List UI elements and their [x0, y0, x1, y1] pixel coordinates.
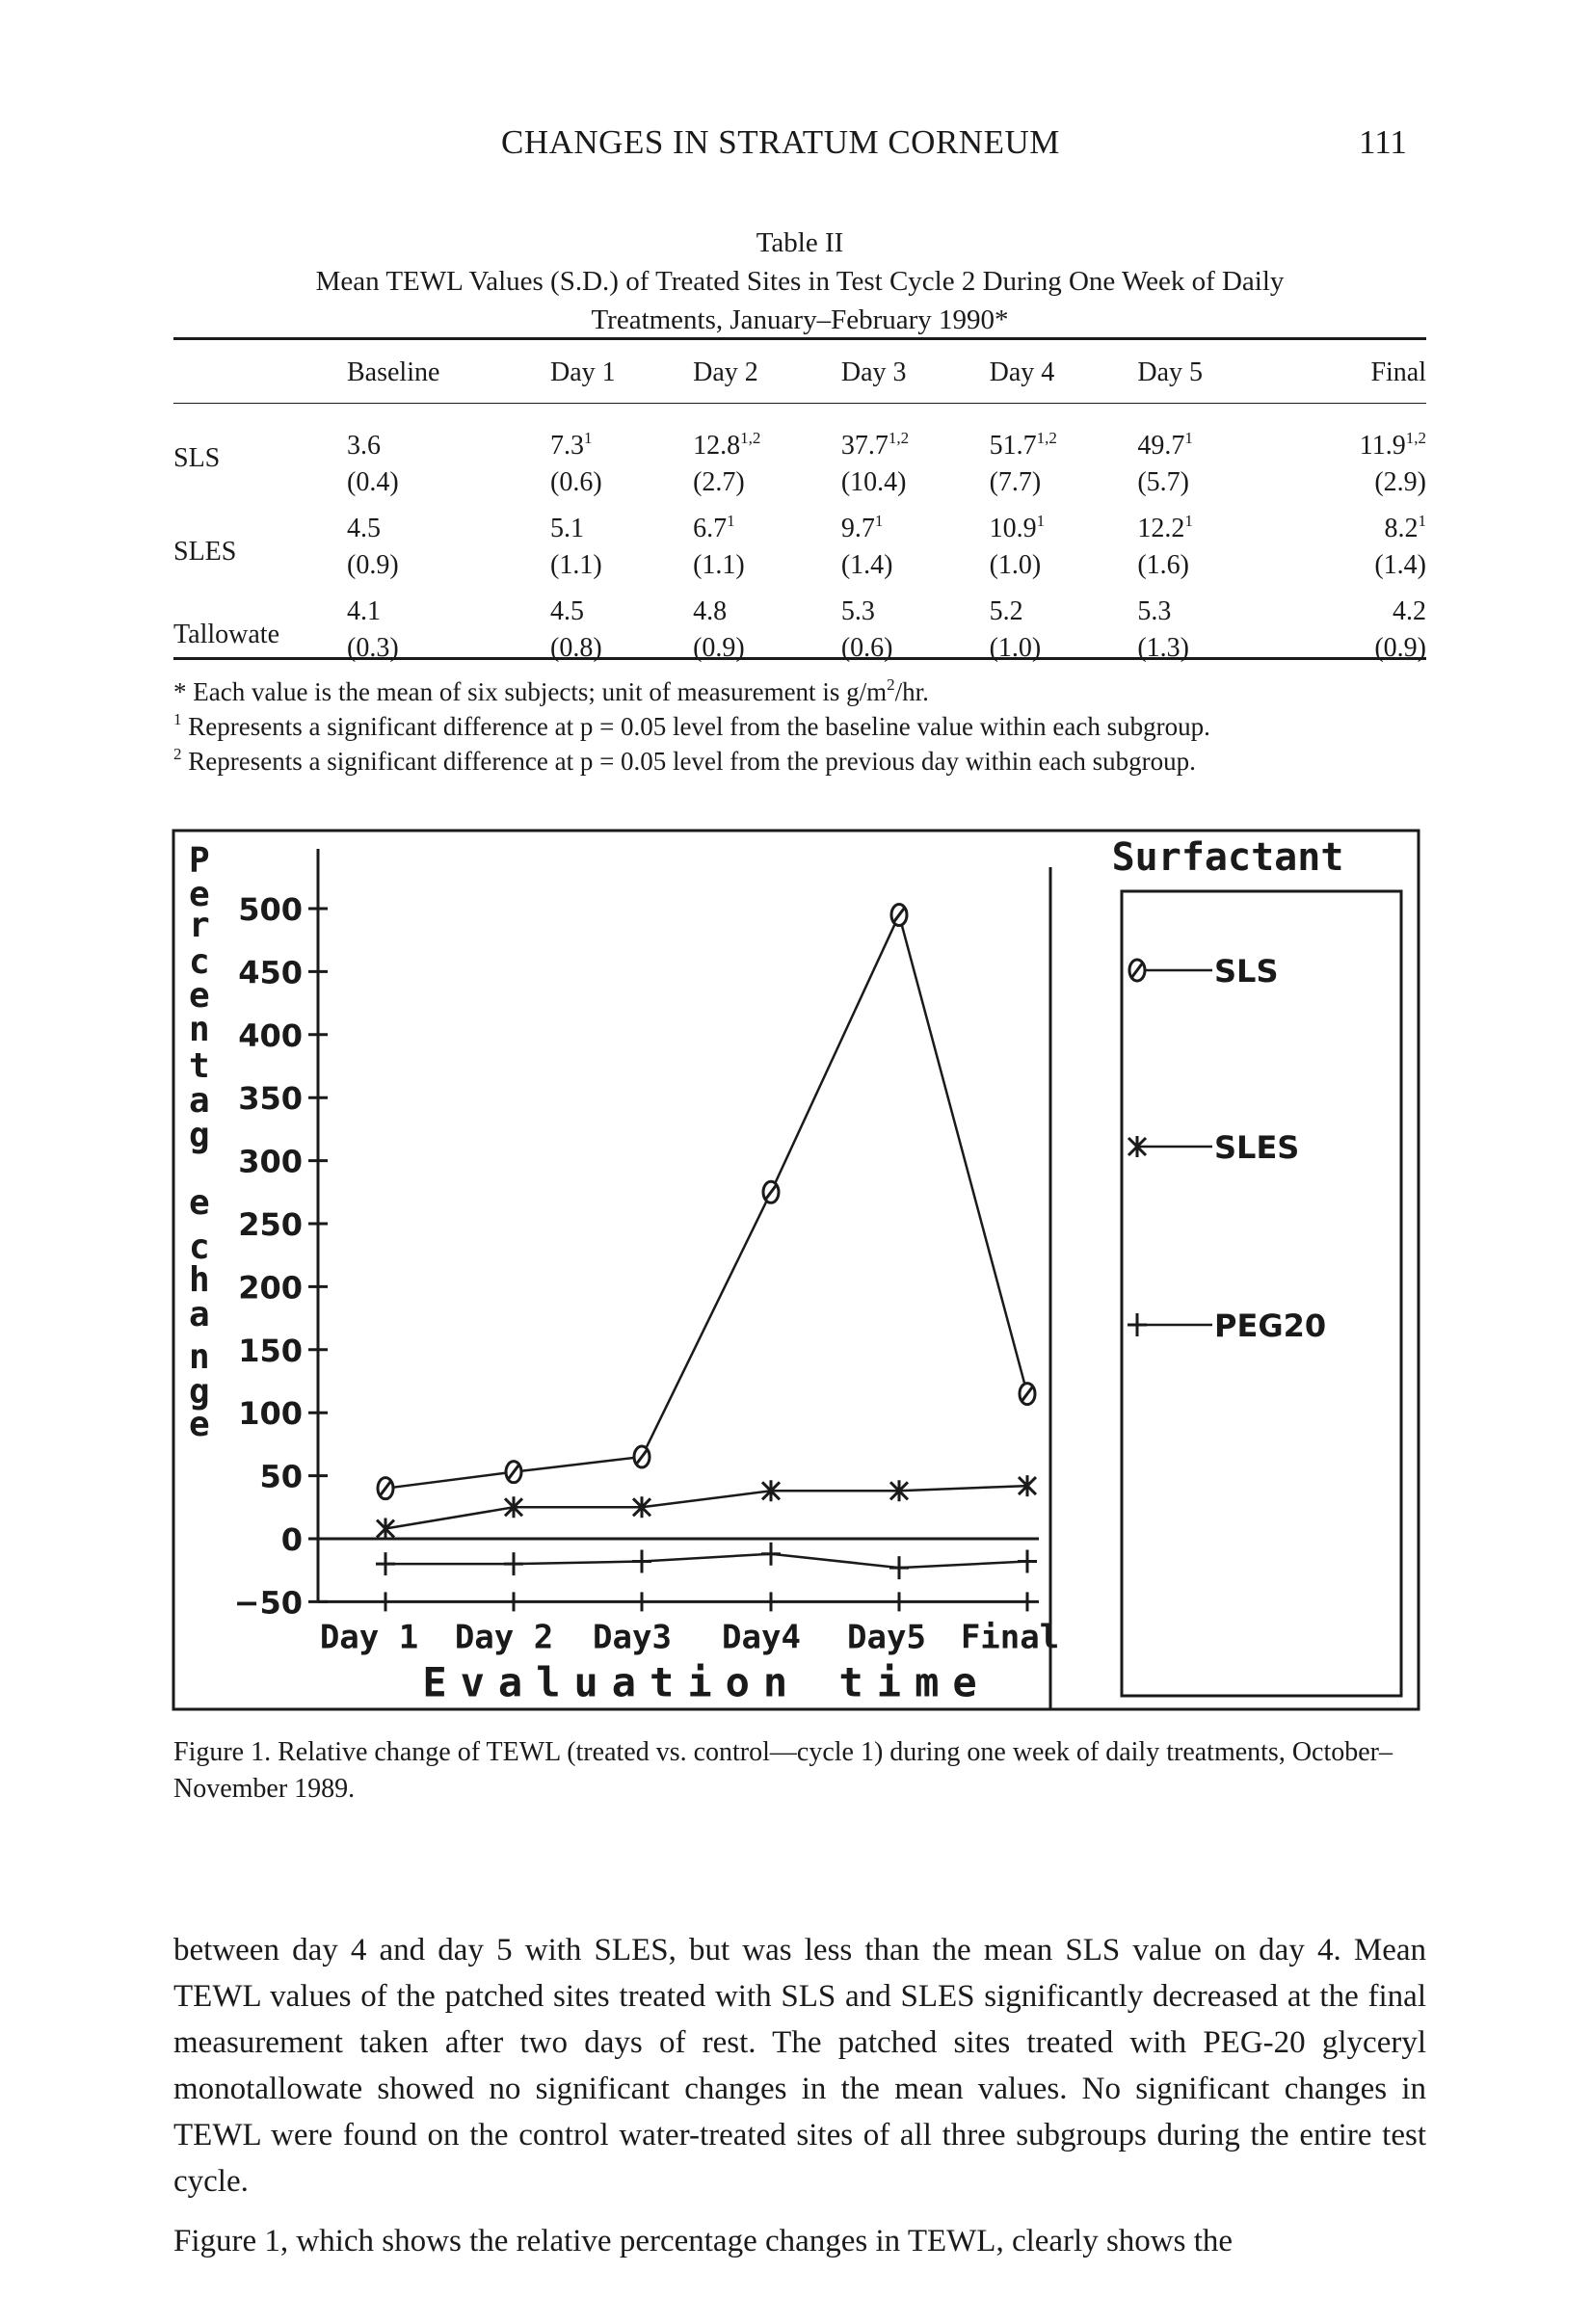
table-row [173, 407, 1426, 511]
cell-mean [347, 511, 550, 547]
peg20-series-line [385, 1554, 1027, 1568]
table-cell [550, 407, 693, 511]
cell-mean [990, 594, 1138, 630]
mean-value: 37.7 [840, 431, 889, 461]
cell-mean [693, 511, 841, 547]
running-head [0, 123, 1592, 181]
x-axis [318, 1539, 1059, 1656]
cell-mean [693, 428, 841, 464]
mean-value: 12.8 [693, 431, 741, 461]
table-row [173, 511, 1426, 594]
y-tick-label: 50 [259, 1458, 303, 1495]
figure-chart [172, 829, 1422, 1725]
y-label-letter: g [189, 1372, 210, 1412]
cell-sd: (0.9) [1374, 633, 1426, 663]
x-tick-label: Day3 [593, 1618, 672, 1657]
cell-sd: (2.7) [693, 467, 745, 497]
y-tick-label: 500 [238, 891, 303, 928]
cell-sd: (0.9) [347, 550, 399, 580]
legend-label: SLES [1214, 1129, 1300, 1166]
table-note-3: $^2$ Represents a significant difference at p = 0.05 level from the previous day within each subgroup. [173, 745, 1196, 776]
x-tick-label: Day 1 [319, 1618, 419, 1657]
table-cell [347, 594, 550, 676]
paragraph: between day 4 and day 5 with SLES, but was less than the mean SLS value on day 4. Mean TEWL values of the patched sites treated with SLS and SLES significantly decreased at the final measurement taken after two days of rest. The patched sites treated with PEG-20 glyceryl monotallowate showed no significant changes in the mean values. No significant changes in TEWL were found on the control water-treated sites of all three subgroups during the entire test cycle. [173, 1933, 1426, 2199]
peg20-point [761, 1543, 781, 1566]
y-label-letter: a [189, 1081, 210, 1121]
column-header: Day 3 [840, 357, 907, 387]
y-label-letter: n [189, 1337, 210, 1377]
y-label-letter: a [189, 1295, 210, 1334]
page-number: 111 [1359, 123, 1407, 161]
table-label: Table II [756, 227, 844, 258]
mean-value: 5.3 [840, 596, 875, 626]
table-cell [990, 511, 1138, 594]
paragraph: Figure 1, which shows the relative percentage changes in TEWL, clearly shows the [173, 2224, 1234, 2258]
table-corner [173, 339, 347, 407]
cell-mean [1280, 511, 1426, 547]
y-label-letter: e [189, 875, 210, 914]
significance-mark: 1,2 [1036, 428, 1057, 447]
legend-title: Surfactant [1111, 835, 1344, 880]
mean-value: 4.5 [347, 514, 381, 543]
table-cell [841, 594, 990, 676]
x-tick-label: Day4 [722, 1618, 801, 1657]
mean-value: 6.7 [693, 514, 728, 543]
table-cell [347, 407, 550, 511]
cell-mean [693, 594, 841, 630]
x-axis-label: Evaluation time [422, 1658, 991, 1706]
mean-value: 4.1 [347, 596, 381, 626]
cell-sd: (0.6) [550, 467, 602, 497]
significance-mark: 1 [1184, 511, 1193, 530]
cell-mean [841, 428, 990, 464]
mean-value: 51.7 [989, 431, 1037, 461]
cell-mean [1137, 428, 1280, 464]
peg20-point [376, 1552, 395, 1575]
cell-sd: (2.9) [1374, 467, 1426, 497]
table-row [173, 594, 1426, 676]
cell-sd: (1.6) [1137, 550, 1190, 580]
y-tick-label: 150 [238, 1332, 303, 1369]
cell-sd: (0.8) [550, 633, 602, 663]
y-tick-label: 250 [238, 1206, 303, 1243]
column-header: Day 1 [550, 357, 616, 387]
y-tick-label: −50 [233, 1584, 303, 1622]
figure-caption-label: Figure 1. [173, 1737, 272, 1767]
y-label-letter: n [189, 1010, 210, 1049]
significance-mark: 1,2 [740, 428, 761, 447]
y-label-letter: c [189, 942, 210, 982]
cell-mean [841, 511, 990, 547]
mean-value: 12.2 [1137, 514, 1185, 543]
mean-value: 11.9 [1359, 431, 1406, 461]
y-axis [234, 849, 328, 1621]
table-header-row [173, 339, 1426, 407]
mean-value: 10.9 [989, 514, 1037, 543]
peg20-point [889, 1556, 909, 1579]
mean-value: 4.5 [550, 596, 585, 626]
cell-sd: (1.0) [989, 633, 1042, 663]
figure-caption [173, 1734, 1426, 1808]
cell-mean [1280, 594, 1426, 630]
column-header: Baseline [347, 357, 440, 387]
peg20-point [632, 1550, 651, 1573]
table-cell [1280, 511, 1426, 594]
cell-sd: (1.4) [1374, 550, 1426, 580]
mean-value: 49.7 [1137, 431, 1185, 461]
significance-mark: 1 [1036, 511, 1046, 530]
table-cell [841, 407, 990, 511]
y-tick-label: 450 [238, 954, 303, 991]
significance-mark: 1,2 [1405, 428, 1426, 447]
cell-sd: (0.6) [840, 633, 893, 663]
cell-mean [550, 428, 693, 464]
y-label-letter: g [189, 1116, 210, 1155]
cell-sd: (1.1) [550, 550, 602, 580]
y-label-letter: c [189, 1228, 210, 1267]
y-label-letter: e [189, 1405, 210, 1444]
legend-label: PEG20 [1214, 1307, 1327, 1344]
plot-area [376, 905, 1037, 1580]
table-cell [1280, 594, 1426, 676]
y-label-letter: P [189, 841, 210, 881]
mean-value: 9.7 [840, 514, 875, 543]
x-tick-label: Day5 [847, 1618, 926, 1657]
significance-mark: 1 [1184, 428, 1193, 447]
cell-mean [1280, 428, 1426, 464]
cell-sd: (0.4) [347, 467, 399, 497]
y-label-letter: r [189, 906, 210, 945]
table-notes [173, 674, 1426, 779]
x-tick-label: Day 2 [454, 1618, 554, 1657]
table-cell [550, 594, 693, 676]
cell-mean [1137, 594, 1280, 630]
y-label-letter: e [189, 1183, 210, 1223]
cell-sd: (1.1) [693, 550, 745, 580]
table-cell [1137, 511, 1280, 594]
sles-series-line [385, 1486, 1027, 1528]
cell-mean [990, 511, 1138, 547]
table-cell [990, 594, 1138, 676]
mean-value: 4.2 [1393, 596, 1426, 626]
table-cell [1137, 594, 1280, 676]
x-tick-label: Final [960, 1618, 1060, 1657]
y-axis-label [189, 841, 210, 1444]
y-tick-label: 300 [238, 1143, 303, 1180]
cell-sd: (1.4) [840, 550, 893, 580]
significance-mark: 1 [727, 511, 735, 530]
significance-mark: 1 [874, 511, 884, 530]
peg20-point [1128, 1313, 1147, 1336]
peg20-point [504, 1552, 523, 1575]
running-title: CHANGES IN STRATUM CORNEUM [501, 123, 1060, 161]
mean-value: 5.1 [550, 514, 585, 543]
significance-mark: 1 [1418, 511, 1426, 530]
y-tick-label: 350 [238, 1080, 303, 1118]
significance-mark: 1 [584, 428, 593, 447]
table-note-2: $^1$ Represents a significant difference at p = 0.05 level from the baseline value within each subgroup. [173, 710, 1210, 741]
mean-value: 8.2 [1384, 514, 1419, 543]
y-label-letter: e [189, 976, 210, 1016]
table-cell [1137, 407, 1280, 511]
table-note-1: * Each value is the mean of six subjects; unit of measurement is $g/m^2/hr$. [173, 675, 929, 706]
significance-mark: 1,2 [888, 428, 910, 447]
peg20-point [1018, 1550, 1037, 1573]
tewl-table [173, 339, 1426, 676]
cell-sd: (0.9) [693, 633, 745, 663]
row-label: SLES [173, 537, 237, 567]
cell-sd: (1.3) [1137, 633, 1190, 663]
table-cell [990, 407, 1138, 511]
cell-mean [841, 594, 990, 630]
table-cell [550, 511, 693, 594]
row-label: Tallowate [173, 620, 279, 649]
y-label-letter: h [189, 1260, 210, 1300]
y-tick-label: 0 [280, 1521, 303, 1558]
table-cell [693, 511, 841, 594]
cell-sd: (5.7) [1137, 467, 1190, 497]
cell-mean [347, 594, 550, 630]
table-caption-line: Treatments, January–February 1990* [591, 304, 1009, 335]
cell-mean [550, 594, 693, 630]
cell-sd: (0.3) [347, 633, 399, 663]
y-tick-label: 400 [238, 1017, 303, 1054]
y-label-letter: t [189, 1046, 210, 1086]
cell-sd: (7.7) [989, 467, 1042, 497]
figure-caption-text: Relative change of TEWL (treated vs. control—cycle 1) during one week of daily treatments, October–November 1989. [173, 1737, 1393, 1804]
legend [1050, 835, 1401, 1709]
mean-value: 4.8 [693, 596, 728, 626]
y-tick-label: 100 [238, 1395, 303, 1433]
legend-label: SLS [1214, 953, 1279, 990]
table-cell [347, 511, 550, 594]
cell-mean [347, 428, 550, 464]
body-text [173, 1927, 1426, 2278]
y-tick-label: 200 [238, 1269, 303, 1307]
legend-box [1122, 891, 1401, 1696]
sls-series-line [385, 915, 1027, 1489]
column-header: Final [1370, 357, 1426, 387]
column-header: Day 2 [693, 357, 758, 387]
cell-sd: (10.4) [840, 467, 907, 497]
cell-sd: (1.0) [989, 550, 1042, 580]
table-caption [173, 224, 1426, 339]
mean-value: 7.3 [550, 431, 585, 461]
table-cell [693, 407, 841, 511]
column-header: Day 5 [1137, 357, 1204, 387]
table-cell [841, 511, 990, 594]
mean-value: 5.2 [989, 596, 1023, 626]
cell-mean [990, 428, 1138, 464]
mean-value: 3.6 [347, 431, 381, 461]
table-cell [693, 594, 841, 676]
column-header: Day 4 [989, 357, 1055, 387]
mean-value: 5.3 [1137, 596, 1172, 626]
table-caption-line: Mean TEWL Values (S.D.) of Treated Sites in Test Cycle 2 During One Week of Daily [315, 266, 1285, 297]
row-label: SLS [173, 443, 221, 473]
table-cell [1280, 407, 1426, 511]
cell-mean [1137, 511, 1280, 547]
cell-mean [550, 511, 693, 547]
